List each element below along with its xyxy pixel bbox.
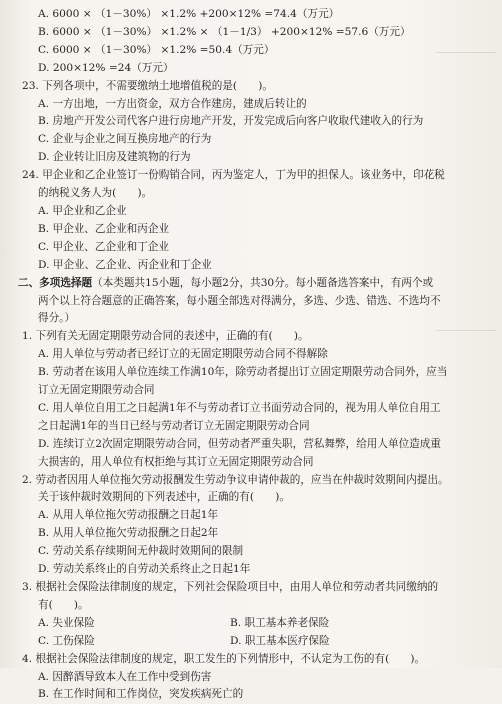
option-text: A. 一方出地，一方出资金，双方合作建房，建成后转让的 [38,97,307,110]
option-text: B. 职工基本养老保险 [230,616,330,629]
option-text: D. 连续订立2次固定期限劳动合同，但劳动者严重失职，营私舞弊，给用人单位造成重 [38,437,441,450]
continuation-text: 得分。） [38,312,76,325]
continuation-text: 两个以上符合题意的正确答案，每小题全部选对得满分，多选、少选、错选、不选均不 [38,294,441,307]
question-stem: 3. 根据社会保险法律制度的规定，下列社会保险项目中，由用人单位和劳动者共同缴纳的 [22,581,439,593]
option-text: C. 用人单位自用工之日起满1年不与劳动者订立书面劳动合同的，视为用人单位自用工 [38,401,441,414]
option-text: B. 房地产开发公司代客户进行房地产开发，开发完成后向客户收取代建收入的行为 [38,115,424,128]
option-text: C. 劳动关系存续期间无仲裁时效期间的限制 [38,545,244,558]
option-text: 订立无固定期限劳动合同 [38,384,155,397]
option-text: A. 甲企业和乙企业 [38,204,127,217]
option-text: C. 6000 × （1－30%） ×1.2% =50.4（万元） [38,43,275,56]
option-text: D. 200×12% =24（万元） [38,61,174,74]
question-stem: 24. 甲企业和乙企业签订一份购销合同，丙为鉴定人，丁为甲的担保人。该业务中，印花税 [22,169,445,182]
option-text: A. 因醉酒导致本人在工作中受到伤害 [38,670,212,683]
continuation-text: 有( )。 [38,598,89,611]
option-text: C. 企业与企业之间互换房地产的行为 [38,133,212,146]
option-text: D. 劳动关系终止的自劳动关系终止之日起1年 [38,563,251,576]
section-title: 二、多项选择题 [18,276,93,289]
option-pair [14,633,492,651]
continuation-text: 的纳税义务人为( )。 [38,187,153,200]
option-text: D. 企业转让旧房及建筑物的行为 [38,151,191,164]
option-text: B. 在工作时间和工作岗位，突发疾病死亡的 [38,688,244,701]
question-stem: 2. 劳动者因用人单位拖欠劳动报酬发生劳动争议申请仲裁的，应当在仲裁时效期间内提出。 [22,473,449,486]
question-stem: 1. 下列有关无固定期限劳动合同的表述中，正确的有( )。 [22,330,309,343]
section-heading [14,275,492,293]
option-text: B. 甲企业、乙企业和丙企业 [38,222,170,235]
option-text: C. 甲企业、乙企业和丁企业 [38,240,169,253]
option-text: A. 用人单位与劳动者已经订立的无固定期限劳动合同不得解除 [38,348,328,361]
option-text: 之日起满1年的当日已经与劳动者订立无固定期限劳动合同 [38,419,310,432]
option-text: D. 甲企业、乙企业、丙企业和丁企业 [38,258,212,271]
continuation-text: 关于该仲裁时效期间的下列表述中，正确的有( )。 [38,491,290,504]
option-text: B. 劳动者在该用人单位连续工作满10年，除劳动者提出订立固定期限劳动合同外，应当 [38,366,448,379]
section-instructions: （本类题共15小题，每小题2分，共30分。每小题备选答案中，有两个或 [92,276,434,289]
option-text: A. 从用人单位拖欠劳动报酬之日起1年 [38,509,219,522]
option-text: B. 6000 × （1－30%） ×1.2% × （1－1/3） +200×12% =57.6（万元） [38,25,411,38]
question-text-block [14,6,492,704]
question-stem: 4. 根据社会保险法律制度的规定，职工发生的下列情形中，不认定为工伤的有( )。 [22,652,426,665]
option-text: A. 6000 × （1－30%） ×1.2% +200×12% =74.4（万元） [38,8,340,20]
option-pair [14,615,492,633]
option-text: B. 从用人单位拖欠劳动报酬之日起2年 [38,527,219,540]
option-text: D. 职工基本医疗保险 [230,634,330,647]
option-text: C. 工伤保险 [38,634,95,647]
option-text: A. 失业保险 [38,616,95,629]
option-text: 大损害的，用人单位有权拒绝与其订立无固定期限劳动合同 [38,455,314,468]
question-stem: 23. 下列各项中，不需要缴纳土地增值税的是( )。 [22,79,273,92]
